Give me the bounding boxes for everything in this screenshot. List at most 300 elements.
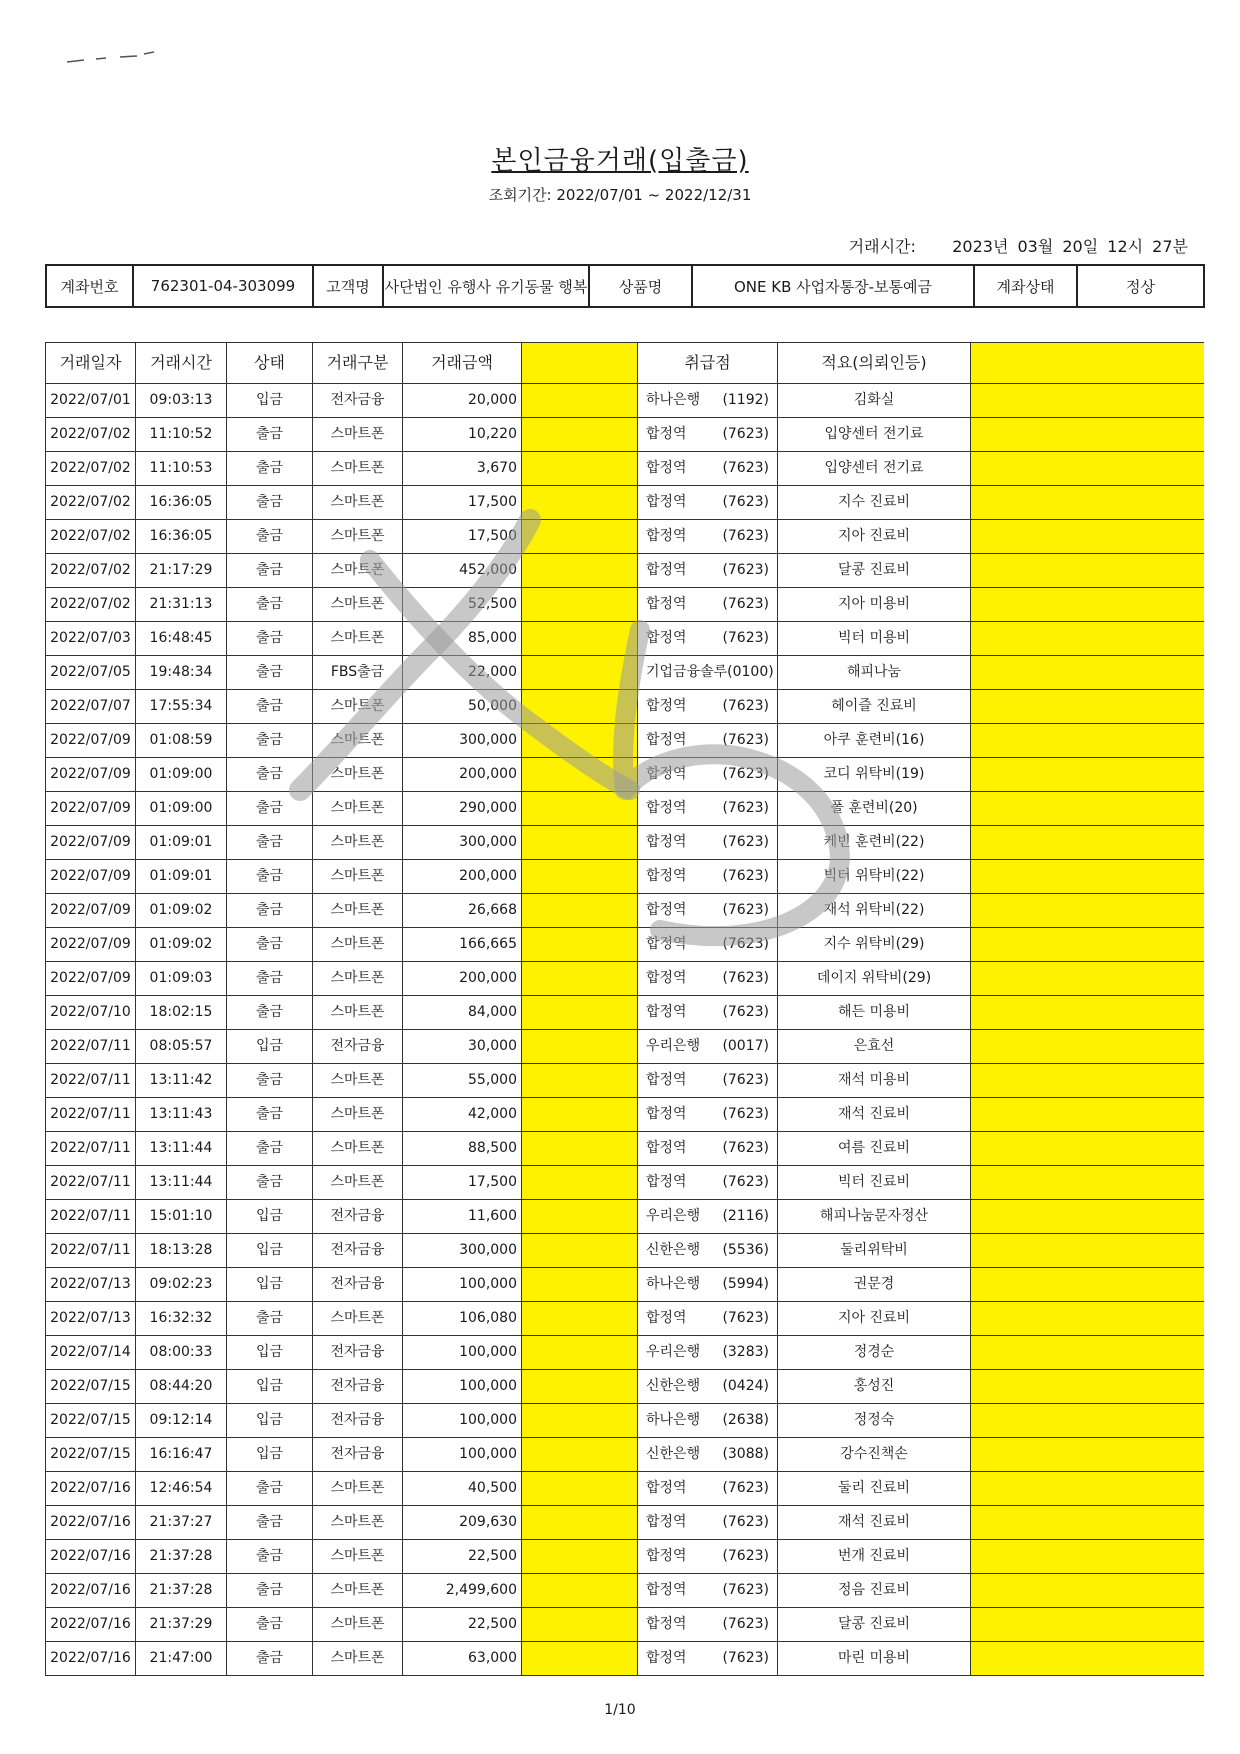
redacted-cell bbox=[971, 520, 1204, 554]
cell-branch-code: (7623) bbox=[722, 630, 769, 646]
cell-type: 스마트폰 bbox=[313, 418, 403, 452]
cell-amount: 22,000 bbox=[403, 656, 522, 690]
cell-branch-code: (7623) bbox=[722, 868, 769, 884]
cell-branch-code: (7623) bbox=[722, 1072, 769, 1088]
cell-status: 출금 bbox=[227, 1132, 313, 1166]
cell-status: 출금 bbox=[227, 1540, 313, 1574]
cell-date: 2022/07/11 bbox=[46, 1030, 136, 1064]
cell-branch-name: 합정역 bbox=[646, 698, 687, 714]
cell-branch-name: 합정역 bbox=[646, 1310, 687, 1326]
cell-time: 19:48:34 bbox=[136, 656, 227, 690]
cell-status: 출금 bbox=[227, 554, 313, 588]
cell-memo: 빅터 미용비 bbox=[778, 622, 971, 656]
cell-branch bbox=[638, 1642, 778, 1676]
cell-amount: 100,000 bbox=[403, 1404, 522, 1438]
redacted-column-header bbox=[971, 343, 1204, 384]
redacted-cell bbox=[522, 588, 638, 622]
cell-branch-name: 합정역 bbox=[646, 528, 687, 544]
cell-amount: 26,668 bbox=[403, 894, 522, 928]
cell-branch-name: 합정역 bbox=[646, 1582, 687, 1598]
cell-type: 스마트폰 bbox=[313, 1302, 403, 1336]
cell-branch bbox=[638, 1506, 778, 1540]
cell-branch bbox=[638, 1404, 778, 1438]
table-row bbox=[46, 1642, 1204, 1676]
cell-branch-name: 하나은행 bbox=[646, 1276, 701, 1292]
cell-branch-code: (3283) bbox=[722, 1344, 769, 1360]
table-row bbox=[46, 452, 1204, 486]
table-row bbox=[46, 1336, 1204, 1370]
cell-branch-code: (5536) bbox=[722, 1242, 769, 1258]
cell-memo: 폴 훈련비(20) bbox=[778, 792, 971, 826]
cell-branch-code: (7623) bbox=[722, 1480, 769, 1496]
cell-status: 입금 bbox=[227, 1268, 313, 1302]
cell-branch-code: (2116) bbox=[722, 1208, 769, 1224]
table-row bbox=[46, 418, 1204, 452]
cell-branch bbox=[638, 1540, 778, 1574]
redacted-cell bbox=[522, 1132, 638, 1166]
cell-branch-name: 합정역 bbox=[646, 732, 687, 748]
table-row bbox=[46, 928, 1204, 962]
cell-branch-name: 합정역 bbox=[646, 426, 687, 442]
cell-amount: 200,000 bbox=[403, 962, 522, 996]
redacted-cell bbox=[522, 1608, 638, 1642]
cell-branch-code: (7623) bbox=[722, 902, 769, 918]
cell-type: FBS출금 bbox=[313, 656, 403, 690]
redacted-cell bbox=[522, 1166, 638, 1200]
cell-branch-name: 신한은행 bbox=[646, 1446, 701, 1462]
redacted-cell bbox=[971, 724, 1204, 758]
cell-type: 스마트폰 bbox=[313, 452, 403, 486]
cell-type: 스마트폰 bbox=[313, 792, 403, 826]
redacted-cell bbox=[971, 1030, 1204, 1064]
cell-status: 출금 bbox=[227, 1098, 313, 1132]
cell-type: 스마트폰 bbox=[313, 928, 403, 962]
cell-memo: 입양센터 전기료 bbox=[778, 452, 971, 486]
cell-status: 출금 bbox=[227, 894, 313, 928]
cell-branch bbox=[638, 1200, 778, 1234]
cell-branch-name: 우리은행 bbox=[646, 1344, 701, 1360]
redacted-cell bbox=[522, 384, 638, 418]
cell-type: 스마트폰 bbox=[313, 758, 403, 792]
cell-type: 전자금융 bbox=[313, 1336, 403, 1370]
cell-type: 스마트폰 bbox=[313, 690, 403, 724]
table-row bbox=[46, 1404, 1204, 1438]
cell-branch bbox=[638, 724, 778, 758]
table-row bbox=[46, 1370, 1204, 1404]
cell-amount: 300,000 bbox=[403, 1234, 522, 1268]
redacted-cell bbox=[522, 418, 638, 452]
cell-type: 스마트폰 bbox=[313, 1098, 403, 1132]
cell-memo: 권문경 bbox=[778, 1268, 971, 1302]
redacted-cell bbox=[971, 928, 1204, 962]
cell-amount: 209,630 bbox=[403, 1506, 522, 1540]
cell-branch-name: 합정역 bbox=[646, 596, 687, 612]
column-header-date: 거래일자 bbox=[46, 343, 136, 384]
cell-time: 08:05:57 bbox=[136, 1030, 227, 1064]
cell-branch-code: (7623) bbox=[722, 1514, 769, 1530]
cell-time: 17:55:34 bbox=[136, 690, 227, 724]
column-header-amount: 거래금액 bbox=[403, 343, 522, 384]
cell-memo: 지수 진료비 bbox=[778, 486, 971, 520]
cell-branch-name: 합정역 bbox=[646, 1140, 687, 1156]
cell-time: 09:03:13 bbox=[136, 384, 227, 418]
cell-time: 21:17:29 bbox=[136, 554, 227, 588]
redacted-cell bbox=[971, 554, 1204, 588]
account-status: 정상 bbox=[1077, 265, 1204, 307]
redacted-cell bbox=[971, 1064, 1204, 1098]
cell-amount: 106,080 bbox=[403, 1302, 522, 1336]
cell-time: 13:11:44 bbox=[136, 1166, 227, 1200]
redacted-cell bbox=[522, 1540, 638, 1574]
cell-memo: 재석 위탁비(22) bbox=[778, 894, 971, 928]
transaction-time bbox=[849, 234, 1188, 257]
cell-type: 스마트폰 bbox=[313, 520, 403, 554]
cell-branch-name: 합정역 bbox=[646, 868, 687, 884]
cell-date: 2022/07/11 bbox=[46, 1200, 136, 1234]
cell-branch-name: 합정역 bbox=[646, 970, 687, 986]
cell-date: 2022/07/16 bbox=[46, 1472, 136, 1506]
cell-amount: 42,000 bbox=[403, 1098, 522, 1132]
cell-branch-name: 합정역 bbox=[646, 1514, 687, 1530]
cell-status: 출금 bbox=[227, 962, 313, 996]
cell-branch-name: 우리은행 bbox=[646, 1038, 701, 1054]
cell-date: 2022/07/13 bbox=[46, 1268, 136, 1302]
table-row bbox=[46, 384, 1204, 418]
cell-branch-name: 합정역 bbox=[646, 902, 687, 918]
cell-date: 2022/07/02 bbox=[46, 418, 136, 452]
cell-time: 21:37:27 bbox=[136, 1506, 227, 1540]
cell-amount: 22,500 bbox=[403, 1608, 522, 1642]
cell-status: 출금 bbox=[227, 1506, 313, 1540]
cell-status: 출금 bbox=[227, 826, 313, 860]
cell-branch-code: (7623) bbox=[722, 528, 769, 544]
cell-branch-name: 합정역 bbox=[646, 936, 687, 952]
cell-time: 21:37:29 bbox=[136, 1608, 227, 1642]
cell-branch-code: (7623) bbox=[722, 834, 769, 850]
cell-time: 01:09:00 bbox=[136, 792, 227, 826]
redacted-cell bbox=[522, 996, 638, 1030]
cell-date: 2022/07/16 bbox=[46, 1506, 136, 1540]
query-period: 조회기간: 2022/07/01 ~ 2022/12/31 bbox=[488, 186, 752, 204]
cell-branch-name: 하나은행 bbox=[646, 392, 701, 408]
cell-branch bbox=[638, 486, 778, 520]
cell-amount: 17,500 bbox=[403, 520, 522, 554]
table-row bbox=[46, 1506, 1204, 1540]
cell-memo: 해든 미용비 bbox=[778, 996, 971, 1030]
cell-amount: 10,220 bbox=[403, 418, 522, 452]
redacted-cell bbox=[522, 894, 638, 928]
cell-memo: 번개 진료비 bbox=[778, 1540, 971, 1574]
cell-date: 2022/07/09 bbox=[46, 826, 136, 860]
redacted-cell bbox=[971, 1506, 1204, 1540]
cell-branch-name: 합정역 bbox=[646, 800, 687, 816]
cell-status: 출금 bbox=[227, 1064, 313, 1098]
redacted-cell bbox=[522, 656, 638, 690]
redacted-cell bbox=[522, 1200, 638, 1234]
column-header-type: 거래구분 bbox=[313, 343, 403, 384]
cell-branch-name: 합정역 bbox=[646, 834, 687, 850]
redacted-cell bbox=[971, 1438, 1204, 1472]
cell-amount: 3,670 bbox=[403, 452, 522, 486]
redacted-cell bbox=[971, 996, 1204, 1030]
cell-branch-name: 합정역 bbox=[646, 1480, 687, 1496]
redacted-cell bbox=[522, 826, 638, 860]
cell-branch-code: (7623) bbox=[722, 460, 769, 476]
redacted-cell bbox=[971, 1200, 1204, 1234]
redacted-cell bbox=[522, 928, 638, 962]
redacted-cell bbox=[522, 1268, 638, 1302]
cell-date: 2022/07/07 bbox=[46, 690, 136, 724]
cell-status: 출금 bbox=[227, 1608, 313, 1642]
cell-status: 출금 bbox=[227, 724, 313, 758]
redacted-cell bbox=[971, 894, 1204, 928]
cell-branch bbox=[638, 1030, 778, 1064]
cell-branch bbox=[638, 928, 778, 962]
redacted-cell bbox=[522, 520, 638, 554]
cell-branch-name: 합정역 bbox=[646, 1072, 687, 1088]
redacted-cell bbox=[522, 452, 638, 486]
cell-branch-code: (7623) bbox=[722, 1174, 769, 1190]
redacted-cell bbox=[522, 1472, 638, 1506]
table-row bbox=[46, 1472, 1204, 1506]
cell-branch bbox=[638, 418, 778, 452]
cell-memo: 코디 위탁비(19) bbox=[778, 758, 971, 792]
cell-branch-code: (7623) bbox=[722, 596, 769, 612]
table-row bbox=[46, 656, 1204, 690]
transaction-time-value: 2023년 03월 20일 12시 27분 bbox=[952, 237, 1188, 256]
cell-branch bbox=[638, 1608, 778, 1642]
cell-memo: 빅터 진료비 bbox=[778, 1166, 971, 1200]
cell-memo: 해피나눔문자정산 bbox=[778, 1200, 971, 1234]
cell-type: 전자금융 bbox=[313, 1200, 403, 1234]
redacted-cell bbox=[971, 1472, 1204, 1506]
redacted-cell bbox=[971, 758, 1204, 792]
cell-date: 2022/07/09 bbox=[46, 792, 136, 826]
cell-date: 2022/07/09 bbox=[46, 894, 136, 928]
cell-date: 2022/07/14 bbox=[46, 1336, 136, 1370]
cell-branch bbox=[638, 1166, 778, 1200]
cell-date: 2022/07/02 bbox=[46, 588, 136, 622]
cell-status: 출금 bbox=[227, 928, 313, 962]
cell-branch bbox=[638, 690, 778, 724]
cell-time: 21:47:00 bbox=[136, 1642, 227, 1676]
cell-branch-code: (1192) bbox=[722, 392, 769, 408]
redacted-cell bbox=[971, 1642, 1204, 1676]
column-header-status: 상태 bbox=[227, 343, 313, 384]
cell-branch bbox=[638, 452, 778, 486]
cell-status: 출금 bbox=[227, 792, 313, 826]
redacted-cell bbox=[971, 1370, 1204, 1404]
cell-time: 21:37:28 bbox=[136, 1540, 227, 1574]
cell-type: 전자금융 bbox=[313, 1030, 403, 1064]
cell-type: 전자금융 bbox=[313, 1268, 403, 1302]
cell-date: 2022/07/09 bbox=[46, 962, 136, 996]
cell-branch bbox=[638, 1574, 778, 1608]
cell-branch bbox=[638, 622, 778, 656]
cell-status: 입금 bbox=[227, 1336, 313, 1370]
cell-time: 01:09:01 bbox=[136, 826, 227, 860]
cell-status: 입금 bbox=[227, 1200, 313, 1234]
cell-type: 전자금융 bbox=[313, 1234, 403, 1268]
cell-branch bbox=[638, 792, 778, 826]
cell-amount: 17,500 bbox=[403, 1166, 522, 1200]
cell-branch bbox=[638, 1132, 778, 1166]
cell-date: 2022/07/02 bbox=[46, 452, 136, 486]
cell-branch bbox=[638, 1098, 778, 1132]
redacted-cell bbox=[971, 1608, 1204, 1642]
cell-status: 출금 bbox=[227, 520, 313, 554]
cell-memo: 둘리 진료비 bbox=[778, 1472, 971, 1506]
redacted-cell bbox=[971, 690, 1204, 724]
cell-type: 전자금융 bbox=[313, 1370, 403, 1404]
cell-type: 스마트폰 bbox=[313, 1540, 403, 1574]
transaction-time-label: 거래시간: bbox=[848, 237, 916, 256]
cell-time: 21:37:28 bbox=[136, 1574, 227, 1608]
redacted-cell bbox=[522, 554, 638, 588]
cell-branch bbox=[638, 1302, 778, 1336]
cell-time: 12:46:54 bbox=[136, 1472, 227, 1506]
cell-date: 2022/07/02 bbox=[46, 554, 136, 588]
redacted-cell bbox=[522, 486, 638, 520]
table-row bbox=[46, 1438, 1204, 1472]
cell-status: 입금 bbox=[227, 1438, 313, 1472]
table-row bbox=[46, 758, 1204, 792]
cell-time: 08:00:33 bbox=[136, 1336, 227, 1370]
cell-branch-code: (7623) bbox=[722, 562, 769, 578]
column-header-memo: 적요(의뢰인등) bbox=[778, 343, 971, 384]
cell-memo: 아쿠 훈련비(16) bbox=[778, 724, 971, 758]
redacted-cell bbox=[522, 792, 638, 826]
cell-type: 스마트폰 bbox=[313, 826, 403, 860]
cell-branch bbox=[638, 1336, 778, 1370]
cell-memo: 재석 진료비 bbox=[778, 1506, 971, 1540]
cell-memo: 입양센터 전기료 bbox=[778, 418, 971, 452]
table-row bbox=[46, 1098, 1204, 1132]
cell-date: 2022/07/11 bbox=[46, 1132, 136, 1166]
redacted-cell bbox=[522, 1404, 638, 1438]
cell-time: 16:48:45 bbox=[136, 622, 227, 656]
cell-status: 출금 bbox=[227, 656, 313, 690]
cell-branch-code: (7623) bbox=[722, 426, 769, 442]
redacted-cell bbox=[522, 1064, 638, 1098]
cell-branch bbox=[638, 1438, 778, 1472]
cell-time: 16:16:47 bbox=[136, 1438, 227, 1472]
redacted-cell bbox=[971, 1404, 1204, 1438]
cell-branch-name: 합정역 bbox=[646, 1650, 687, 1666]
cell-memo: 은효선 bbox=[778, 1030, 971, 1064]
redacted-cell bbox=[971, 486, 1204, 520]
cell-type: 스마트폰 bbox=[313, 1608, 403, 1642]
cell-date: 2022/07/09 bbox=[46, 860, 136, 894]
cell-amount: 200,000 bbox=[403, 860, 522, 894]
cell-memo: 둘리위탁비 bbox=[778, 1234, 971, 1268]
scan-artifact-mark bbox=[62, 40, 172, 70]
cell-time: 13:11:43 bbox=[136, 1098, 227, 1132]
redacted-cell bbox=[971, 860, 1204, 894]
redacted-cell bbox=[522, 724, 638, 758]
table-row bbox=[46, 792, 1204, 826]
cell-amount: 88,500 bbox=[403, 1132, 522, 1166]
cell-memo: 지수 위탁비(29) bbox=[778, 928, 971, 962]
cell-amount: 166,665 bbox=[403, 928, 522, 962]
cell-amount: 40,500 bbox=[403, 1472, 522, 1506]
cell-status: 출금 bbox=[227, 758, 313, 792]
cell-amount: 100,000 bbox=[403, 1438, 522, 1472]
cell-branch bbox=[638, 860, 778, 894]
column-header-branch: 취급점 bbox=[638, 343, 778, 384]
table-row bbox=[46, 1132, 1204, 1166]
table-row bbox=[46, 826, 1204, 860]
redacted-cell bbox=[522, 1574, 638, 1608]
cell-date: 2022/07/11 bbox=[46, 1234, 136, 1268]
cell-branch-code: (7623) bbox=[722, 1548, 769, 1564]
cell-memo: 지아 미용비 bbox=[778, 588, 971, 622]
cell-branch-name: 합정역 bbox=[646, 1174, 687, 1190]
redacted-cell bbox=[971, 656, 1204, 690]
cell-type: 스마트폰 bbox=[313, 1166, 403, 1200]
cell-branch-code: (7623) bbox=[722, 766, 769, 782]
cell-branch-code: (7623) bbox=[722, 1106, 769, 1122]
table-row bbox=[46, 1540, 1204, 1574]
cell-time: 08:44:20 bbox=[136, 1370, 227, 1404]
cell-branch bbox=[638, 894, 778, 928]
cell-status: 출금 bbox=[227, 622, 313, 656]
cell-memo: 재석 진료비 bbox=[778, 1098, 971, 1132]
cell-date: 2022/07/15 bbox=[46, 1370, 136, 1404]
table-row bbox=[46, 1302, 1204, 1336]
cell-amount: 85,000 bbox=[403, 622, 522, 656]
table-row bbox=[46, 690, 1204, 724]
redacted-cell bbox=[971, 1132, 1204, 1166]
cell-branch-code: (7623) bbox=[722, 1616, 769, 1632]
cell-amount: 100,000 bbox=[403, 1268, 522, 1302]
cell-branch-name: 하나은행 bbox=[646, 1412, 701, 1428]
cell-amount: 452,000 bbox=[403, 554, 522, 588]
cell-branch-code: (7623) bbox=[722, 698, 769, 714]
cell-memo: 해피나눔 bbox=[778, 656, 971, 690]
cell-status: 입금 bbox=[227, 1404, 313, 1438]
table-row bbox=[46, 554, 1204, 588]
cell-branch bbox=[638, 588, 778, 622]
cell-memo: 달콩 진료비 bbox=[778, 1608, 971, 1642]
redacted-cell bbox=[971, 1166, 1204, 1200]
cell-branch-code: (2638) bbox=[722, 1412, 769, 1428]
redacted-cell bbox=[971, 1098, 1204, 1132]
cell-memo: 케빈 훈련비(22) bbox=[778, 826, 971, 860]
cell-type: 스마트폰 bbox=[313, 962, 403, 996]
table-row bbox=[46, 1234, 1204, 1268]
cell-date: 2022/07/11 bbox=[46, 1064, 136, 1098]
table-row bbox=[46, 1268, 1204, 1302]
cell-type: 스마트폰 bbox=[313, 1642, 403, 1676]
cell-time: 01:09:02 bbox=[136, 894, 227, 928]
cell-type: 스마트폰 bbox=[313, 1064, 403, 1098]
cell-time: 13:11:42 bbox=[136, 1064, 227, 1098]
cell-memo: 헤이즐 진료비 bbox=[778, 690, 971, 724]
redacted-cell bbox=[522, 690, 638, 724]
table-row bbox=[46, 860, 1204, 894]
redacted-cell bbox=[971, 1336, 1204, 1370]
account-info-table bbox=[45, 264, 1205, 308]
cell-amount: 50,000 bbox=[403, 690, 522, 724]
cell-branch-code: (7623) bbox=[722, 1582, 769, 1598]
table-row bbox=[46, 1030, 1204, 1064]
redacted-cell bbox=[522, 860, 638, 894]
cell-status: 입금 bbox=[227, 1234, 313, 1268]
cell-amount: 84,000 bbox=[403, 996, 522, 1030]
cell-branch-code: (7623) bbox=[722, 936, 769, 952]
cell-branch-code: (0424) bbox=[722, 1378, 769, 1394]
